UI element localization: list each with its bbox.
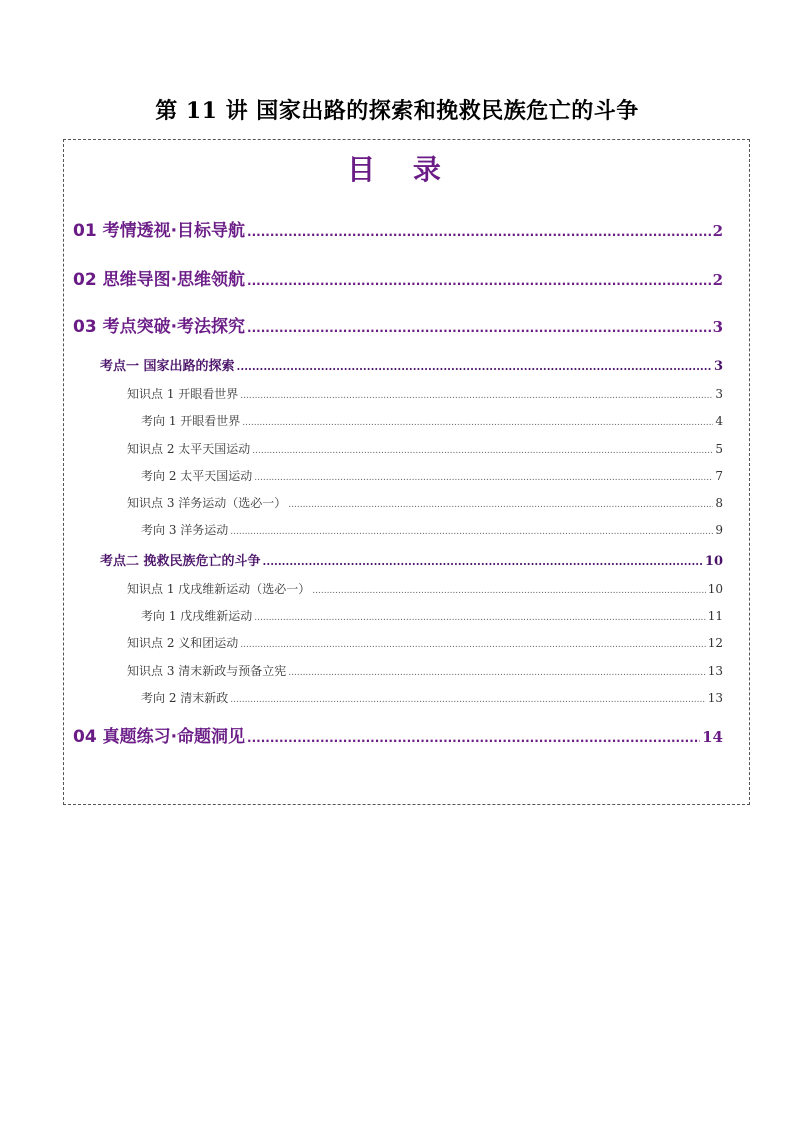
- toc-entry-exam-direction[interactable]: [141, 689, 723, 706]
- page-title: 第 11 讲 国家出路的探索和挽救民族危亡的斗争: [155, 98, 639, 124]
- toc-entry-knowledge-point[interactable]: [127, 580, 723, 597]
- toc-entry-page: 9: [715, 523, 723, 537]
- toc-entry-knowledge-point[interactable]: [127, 385, 723, 402]
- toc-entry-exam-direction[interactable]: [141, 412, 723, 429]
- toc-entry-exam-point-2[interactable]: [100, 550, 723, 569]
- toc-entry-page: 13: [707, 664, 723, 678]
- toc-entry-exam-direction[interactable]: [141, 467, 723, 484]
- toc-entry-label: 考向 2 太平天国运动: [141, 469, 253, 483]
- dot-leader: [240, 391, 713, 401]
- toc-entry-label: 01 考情透视·目标导航: [73, 221, 246, 241]
- dot-leader: [254, 473, 713, 483]
- toc-entry-knowledge-point[interactable]: [127, 494, 723, 511]
- toc-entry-page: 12: [707, 636, 723, 650]
- dot-leader: [263, 555, 703, 568]
- dot-leader: [288, 500, 713, 510]
- toc-entry-knowledge-point[interactable]: [127, 634, 723, 651]
- toc-entry-knowledge-point[interactable]: [127, 440, 723, 457]
- toc-entry-page: 3: [713, 359, 723, 374]
- toc-entry-label: 知识点 1 开眼看世界: [127, 387, 239, 401]
- dot-leader: [247, 274, 711, 288]
- toc-entry-label: 知识点 3 清末新政与预备立宪: [127, 664, 287, 678]
- dot-leader: [230, 695, 705, 705]
- toc-entry-page: 3: [712, 318, 723, 336]
- dot-leader: [240, 640, 705, 650]
- dot-leader: [247, 225, 711, 239]
- toc-entry-label: 知识点 3 洋务运动（选必一）: [127, 496, 287, 510]
- toc-entry-exam-direction[interactable]: [141, 607, 723, 624]
- toc-entry-section-04[interactable]: [73, 722, 723, 747]
- toc-entry-label: 知识点 2 义和团运动: [127, 636, 239, 650]
- toc-entry-label: 02 思维导图·思维领航: [73, 270, 246, 290]
- dot-leader: [237, 360, 712, 373]
- toc-entry-page: 10: [707, 582, 723, 596]
- dot-leader: [288, 668, 705, 678]
- toc-entry-label: 考向 2 清末新政: [141, 691, 229, 705]
- toc-entry-page: 13: [707, 691, 723, 705]
- toc-entry-knowledge-point[interactable]: [127, 662, 723, 679]
- toc-entry-exam-point-1[interactable]: [100, 355, 723, 374]
- toc-entry-section-01[interactable]: [73, 216, 723, 241]
- toc-entry-page: 10: [704, 554, 723, 569]
- dot-leader: [254, 613, 705, 623]
- dot-leader: [247, 321, 711, 335]
- dot-leader: [230, 527, 713, 537]
- toc-entry-label: 考向 1 戊戌维新运动: [141, 609, 253, 623]
- toc-heading: 目 录: [347, 153, 455, 186]
- dot-leader: [252, 446, 713, 456]
- toc-entry-section-03[interactable]: [73, 312, 723, 337]
- toc-entry-page: 2: [712, 271, 723, 289]
- toc-entry-section-02[interactable]: [73, 265, 723, 290]
- toc-entry-label: 04 真题练习·命题洞见: [73, 727, 246, 747]
- toc-entry-page: 2: [712, 222, 723, 240]
- toc-entry-page: 7: [715, 469, 723, 483]
- toc-entry-label: 知识点 1 戊戌维新运动（选必一）: [127, 582, 311, 596]
- toc-entry-label: 考向 1 开眼看世界: [141, 414, 241, 428]
- toc-entry-label: 考向 3 洋务运动: [141, 523, 229, 537]
- toc-entry-exam-direction[interactable]: [141, 521, 723, 538]
- toc-entry-page: 3: [715, 387, 723, 401]
- toc-entry-label: 知识点 2 太平天国运动: [127, 442, 251, 456]
- toc-entry-page: 11: [707, 609, 723, 623]
- toc-entry-label: 考点二 挽救民族危亡的斗争: [100, 554, 261, 569]
- dot-leader: [312, 586, 705, 596]
- toc-entry-page: 8: [715, 496, 723, 510]
- toc-entry-page: 14: [702, 728, 723, 746]
- toc-entry-page: 4: [715, 414, 723, 428]
- toc-entry-page: 5: [715, 442, 723, 456]
- toc-entry-label: 考点一 国家出路的探索: [100, 359, 235, 374]
- dot-leader: [242, 418, 713, 428]
- dot-leader: [247, 731, 700, 745]
- toc-entry-label: 03 考点突破·考法探究: [73, 317, 246, 337]
